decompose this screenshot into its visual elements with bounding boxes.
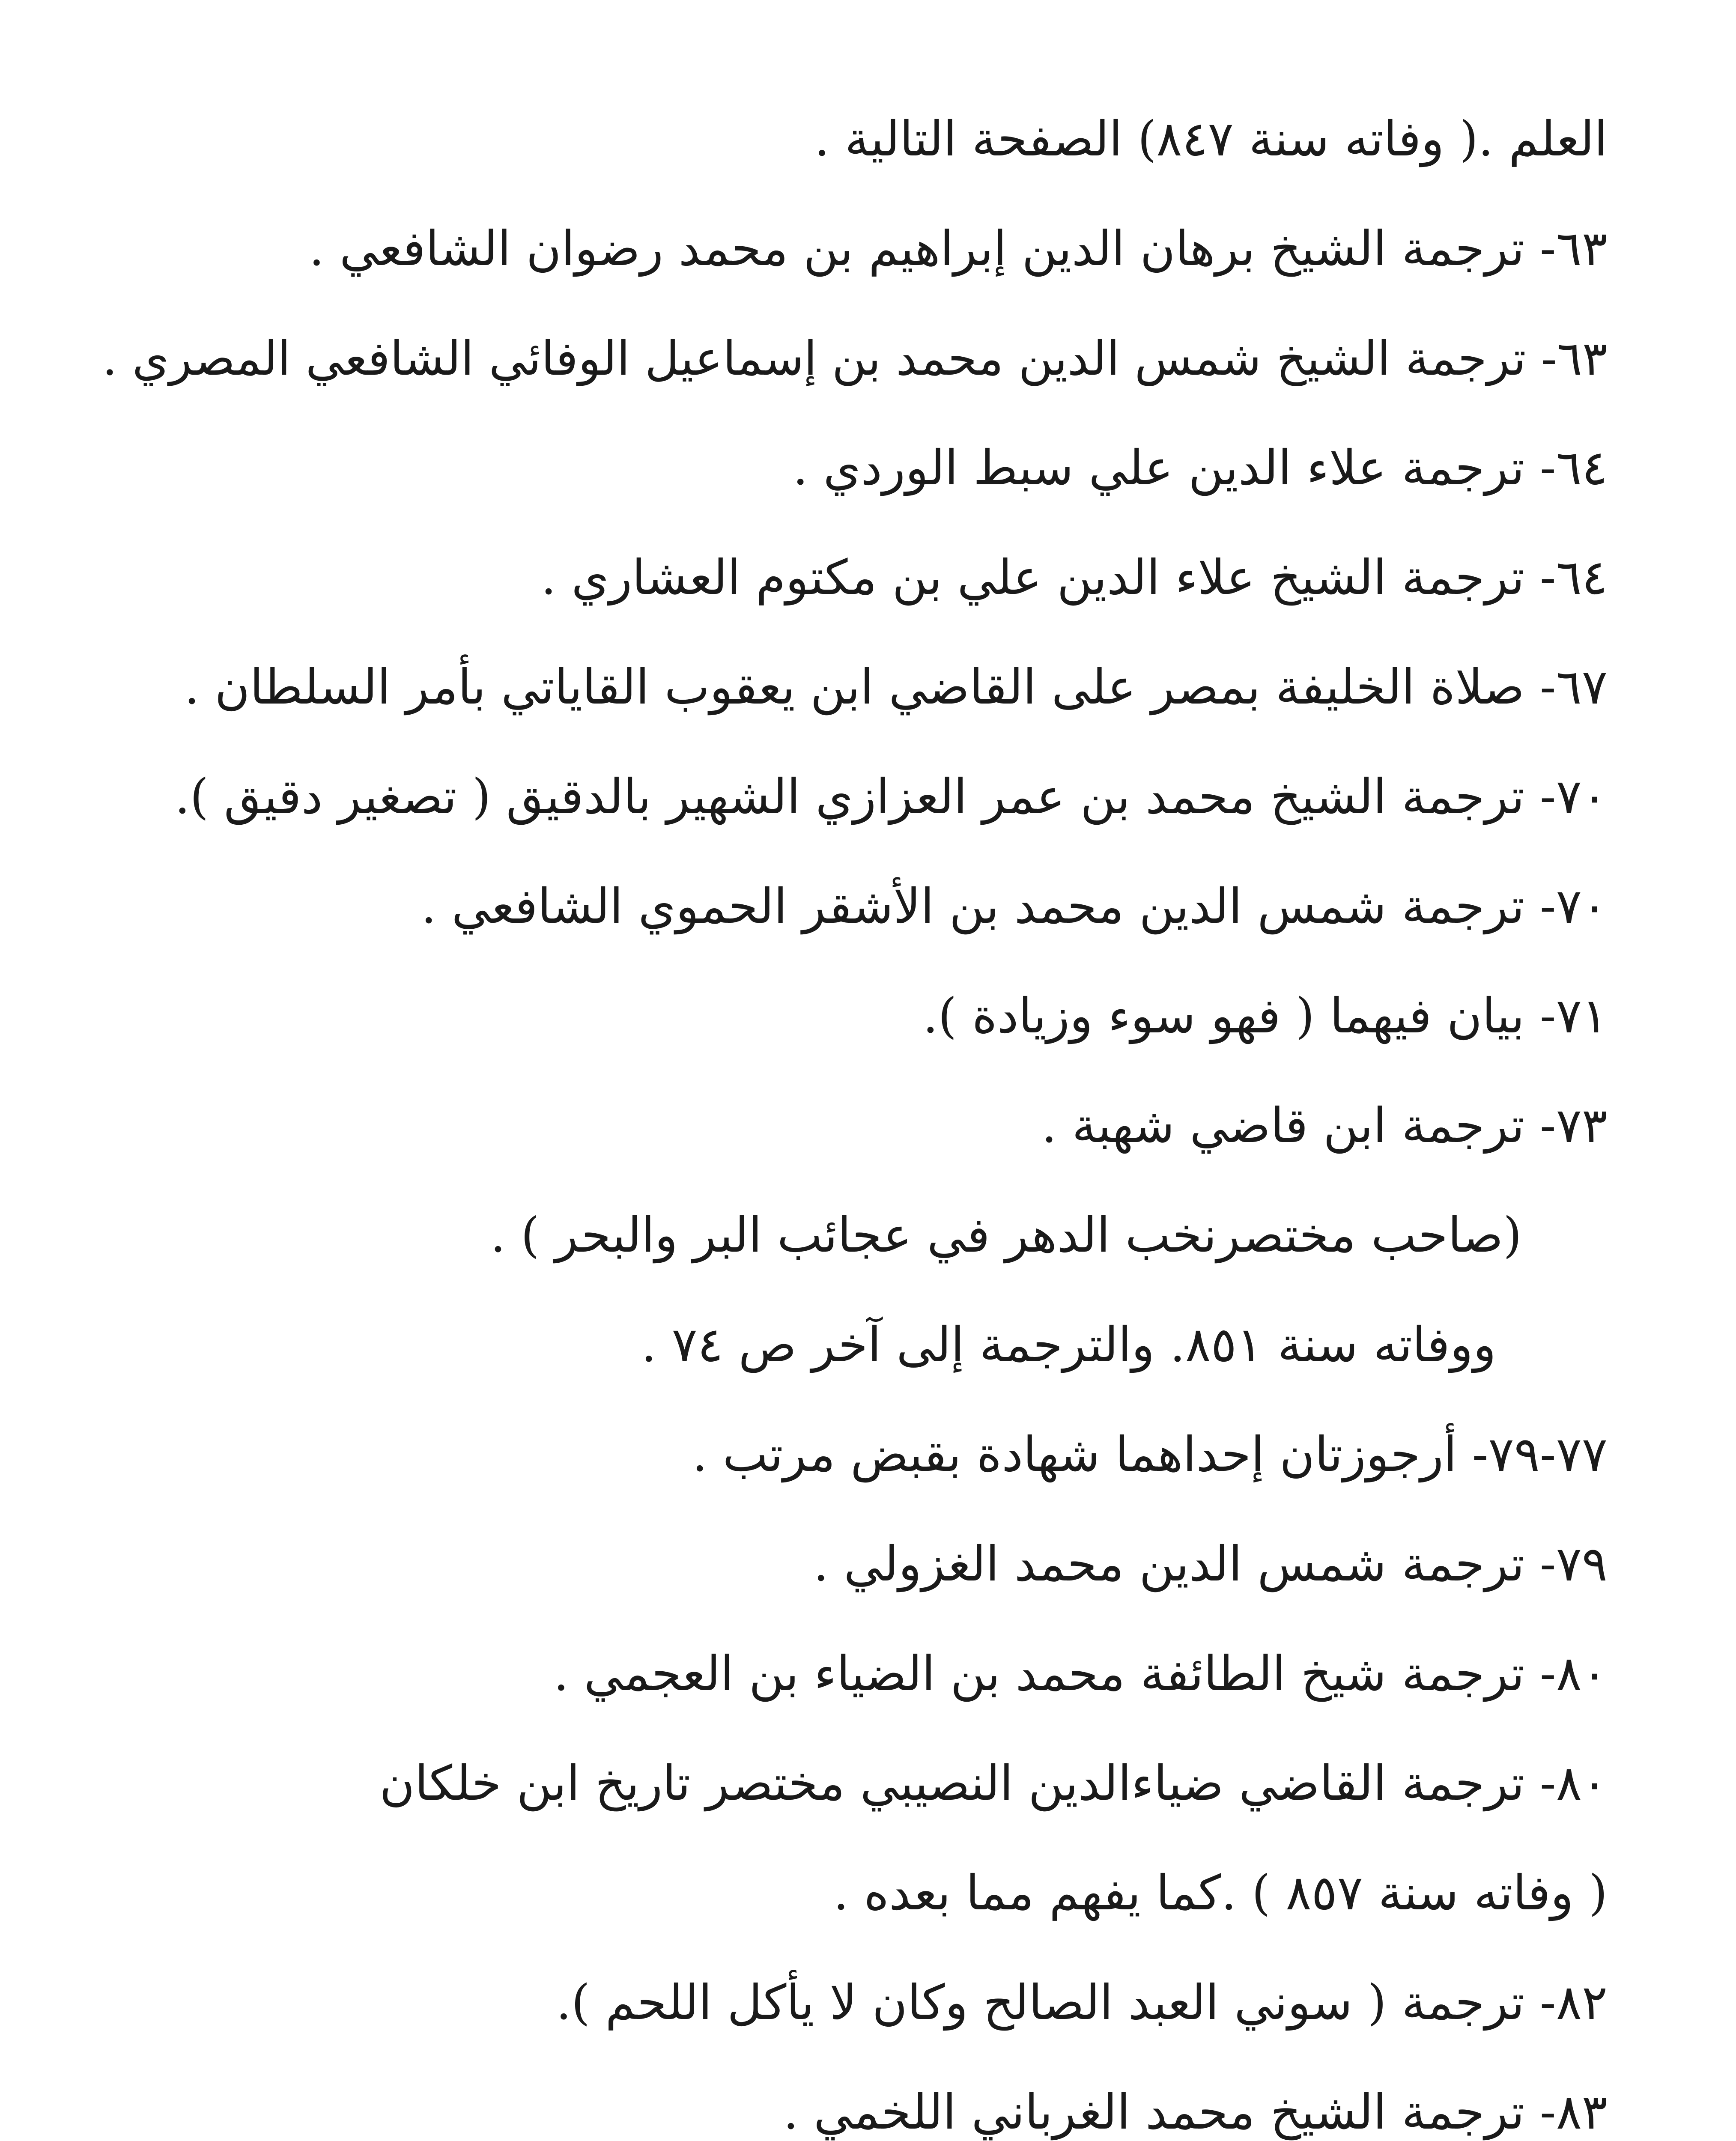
entry-line-8: ٧٠- ترجمة شمس الدين محمد بن الأشقر الحموي الشافعي . [421, 879, 1608, 934]
continuation-line-11: (صاحب مختصرنخب الدهر في عجائب البر والبحر ) . [490, 1208, 1522, 1263]
entry-line-6: ٦٧- صلاة الخليفة بمصر على القاضي ابن يعقوب القاياتي بأمر السلطان . [184, 659, 1608, 715]
entry-line-16: ٨٠- ترجمة القاضي ضياءالدين النصيبي مختصر تاريخ ابن خلكان [379, 1756, 1608, 1811]
entry-line-15: ٨٠- ترجمة شيخ الطائفة محمد بن الضياء بن العجمي . [553, 1646, 1608, 1702]
entry-line-14: ٧٩- ترجمة شمس الدين محمد الغزولي . [813, 1536, 1608, 1592]
entry-line-9: ٧١- بيان فيهما ( فهو سوء وزيادة ). [923, 988, 1608, 1044]
continuation-line-12: ووفاته سنة ٨٥١. والترجمة إلى آخر ص ٧٤ . [641, 1317, 1496, 1373]
entry-line-2: ٦٣- ترجمة الشيخ برهان الدين إبراهيم بن محمد رضوان الشافعي . [309, 221, 1608, 277]
entry-line-10: ٧٣- ترجمة ابن قاضي شهبة . [1041, 1098, 1608, 1154]
entry-line-3: ٦٣- ترجمة الشيخ شمس الدين محمد بن إسماعيل الوفائي الشافعي المصري . [102, 331, 1608, 386]
entry-line-13: ٧٧-٧٩- أرجوزتان إحداهما شهادة بقبض مرتب . [692, 1427, 1608, 1482]
continuation-line-17: ( وفاته سنة ٨٥٧ ) .كما يفهم مما بعده . [833, 1865, 1608, 1921]
entry-line-18: ٨٢- ترجمة ( سوني العبد الصالح وكان لا يأكل اللحم ). [556, 1975, 1608, 2031]
entry-line-7: ٧٠- ترجمة الشيخ محمد بن عمر العزازي الشهير بالدقيق ( تصغير دقيق ). [174, 769, 1608, 825]
text-line-1: العلم .( وفاته سنة ٨٤٧) الصفحة التالية . [814, 111, 1608, 167]
entry-line-4: ٦٤- ترجمة علاء الدين علي سبط الوردي . [793, 440, 1608, 496]
entry-line-5: ٦٤- ترجمة الشيخ علاء الدين علي بن مكتوم العشاري . [541, 550, 1608, 605]
entry-line-19: ٨٣- ترجمة الشيخ محمد الغرباني اللخمي . [783, 2084, 1608, 2140]
